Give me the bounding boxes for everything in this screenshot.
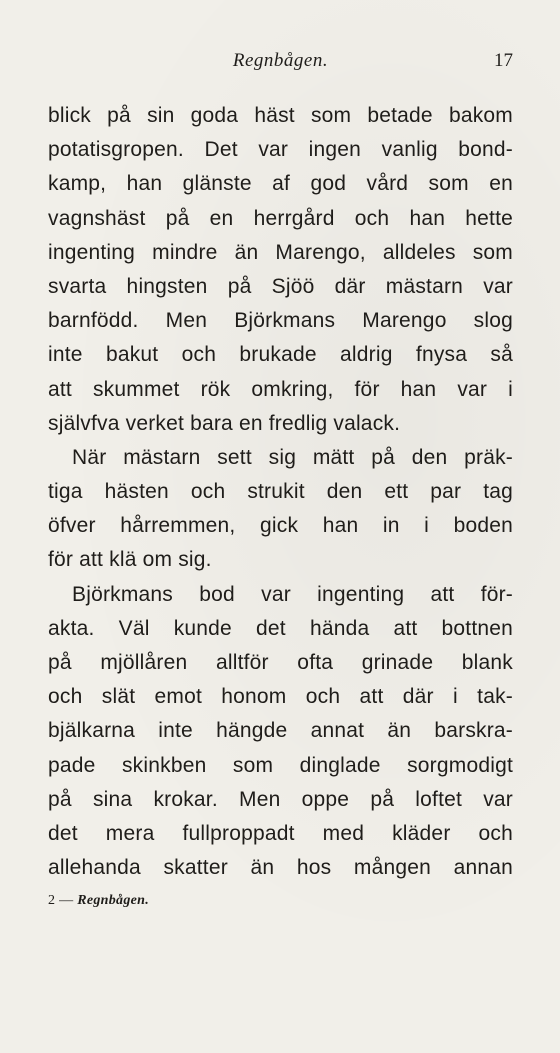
text-line: det mera fullproppadt med kläder och — [48, 821, 513, 845]
text-line: bjälkarna inte hängde annat än barskra- — [48, 719, 513, 743]
text-line: vagnshäst på en herrgård och han hette — [48, 206, 513, 230]
body-text — [48, 99, 513, 885]
signature-title: Regnbågen. — [77, 893, 150, 908]
text-line: inte bakut och brukade aldrig fnysa så — [48, 343, 513, 367]
text-line: akta. Väl kunde det hända att bottnen — [48, 616, 513, 640]
text-line: att skummet rök omkring, för han var i — [48, 377, 513, 401]
running-title: Regnbågen. — [232, 50, 329, 71]
text-line: Björkmans bod var ingenting att för- — [72, 582, 513, 606]
printer-signature — [48, 893, 149, 909]
text-line: potatisgropen. Det var ingen vanlig bond- — [48, 138, 513, 162]
text-line: kamp, han glänste af god vård som en — [48, 172, 513, 196]
text-line: blick på sin goda häst som betade bakom — [48, 104, 513, 127]
page-number: 17 — [494, 50, 513, 71]
text-line: svarta hingsten på Sjöö där mästarn var — [48, 274, 513, 298]
text-line: tiga hästen och strukit den ett par tag — [48, 480, 513, 504]
text-line: pade skinkben som dinglade sorgmodigt — [48, 753, 513, 777]
text-line: på mjöllåren alltför ofta grinade blank — [48, 651, 513, 674]
text-line: allehanda skatter än hos mången annan — [48, 856, 513, 880]
running-head — [48, 50, 513, 80]
text-line: för att klä om sig. — [48, 548, 212, 572]
text-line: på sina krokar. Men oppe på loftet var — [48, 787, 513, 811]
text-line: barnfödd. Men Björkmans Marengo slog — [48, 309, 513, 333]
signature-number: 2 — — [48, 893, 74, 908]
text-line: öfver hårremmen, gick han in i boden — [48, 514, 513, 538]
text-line: självfva verket bara en fredlig valack. — [48, 411, 401, 435]
text-line: När mästarn sett sig mätt på den präk- — [72, 445, 513, 469]
text-line: och slät emot honom och att där i tak- — [48, 685, 513, 709]
text-line: ingenting mindre än Marengo, alldeles som — [48, 240, 513, 264]
